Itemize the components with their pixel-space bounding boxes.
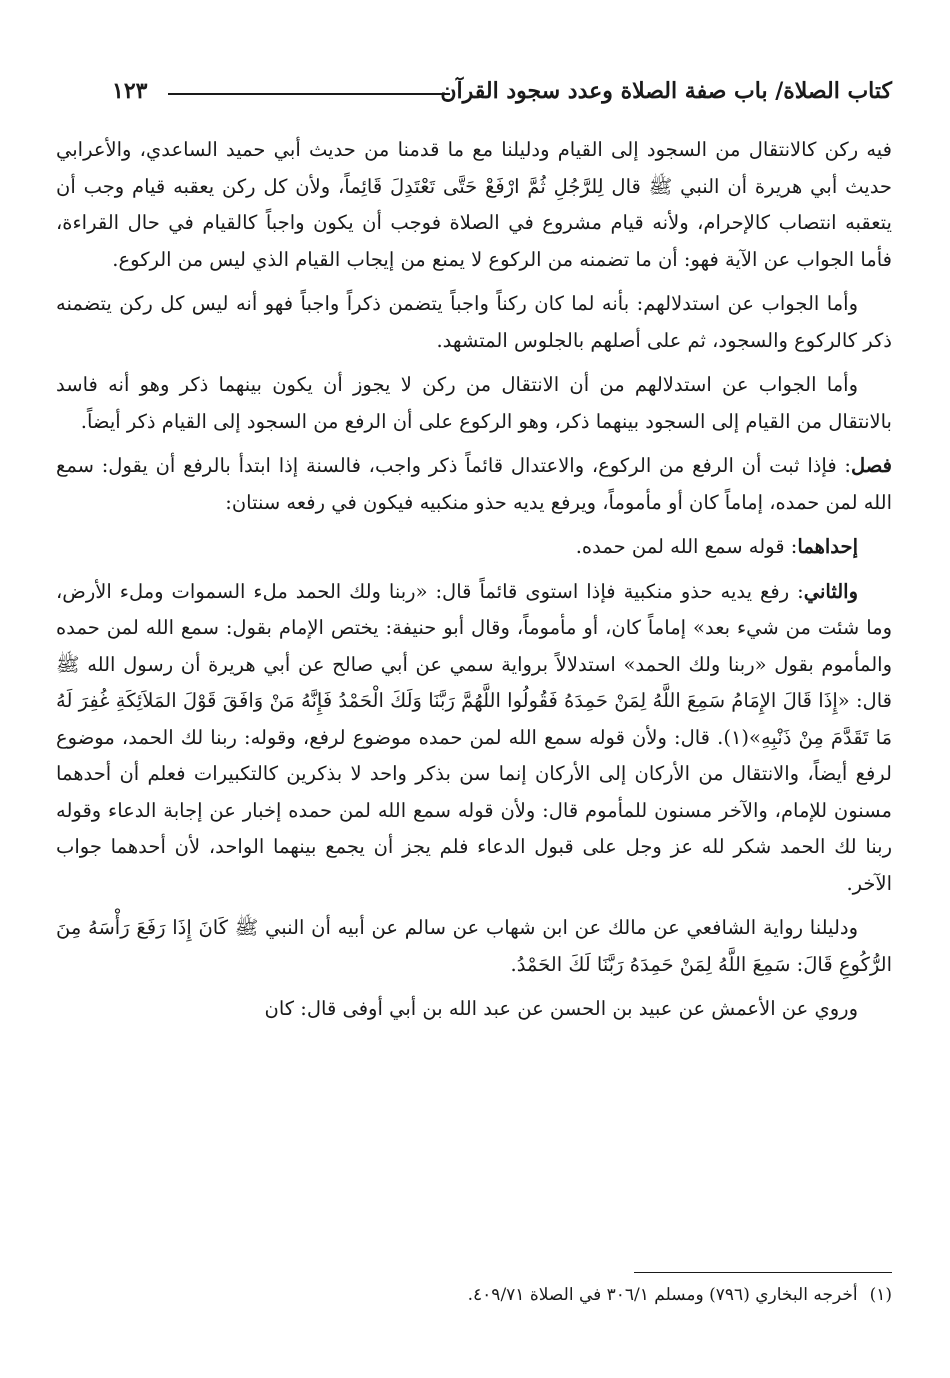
page-number: ١٢٣ — [112, 78, 148, 104]
paragraph-7-text: ودليلنا رواية الشافعي عن مالك عن ابن شهاب عن سالم عن أبيه أن النبي ﷺ كَانَ إِذَا رَفَعَ رَأْسَهُ مِنَ الرُّكُوعِ قَالَ: سَمِعَ اللَّهُ لِمَنْ حَمِدَهُ رَبَّنَا لَكَ الحَمْدُ. — [56, 916, 892, 976]
footnote-text: أخرجه البخاري (٧٩٦) ومسلم ٣٠٦/١ في الصلاة ٤٠٩/٧١. — [467, 1285, 858, 1305]
paragraph-2-text: وأما الجواب عن استدلالهم: بأنه لما كان ركناً واجباً يتضمن ذكراً واجباً فهو أنه ليس كل ركن يتضمنه ذكر كالركوع والسجود، ثم على أصلهم بالجلوس المتشهد. — [56, 292, 892, 352]
paragraph-4 — [56, 448, 892, 521]
main-text — [56, 132, 892, 1036]
header-rule — [168, 93, 450, 95]
paragraph-6 — [56, 574, 892, 903]
footnote — [56, 1280, 892, 1310]
paragraph-4-text: : فإذا ثبت أن الرفع من الركوع، والاعتدال قائماً ذكر واجب، فالسنة إذا ابتدأ بالرفع أن يقول: سمع الله لمن حمده، إماماً كان أو مأموماً، ويرفع يديه حذو منكبيه فيكون في رفعه سنتان: — [56, 454, 892, 514]
running-header — [112, 76, 892, 110]
lead-ihdahuma: إحداهما — [797, 535, 858, 558]
paragraph-3-text: وأما الجواب عن استدلالهم من أن الانتقال من ركن لا يجوز أن يكون بينهما ذكر وهو أنه فاسد بالانتقال من القيام إلى السجود بينهما ذكر، وهو الركوع على أن الرفع من السجود إلى القيام ذكر أيضاً. — [56, 373, 892, 433]
paragraph-5-text: : قوله سمع الله لمن حمده. — [575, 535, 798, 558]
paragraph-1 — [56, 132, 892, 278]
footnote-rule — [634, 1272, 892, 1273]
footnote-number: (١) — [869, 1285, 892, 1305]
header-title: كتاب الصلاة/ باب صفة الصلاة وعدد سجود القرآن — [440, 78, 892, 104]
paragraph-6-text: : رفع يديه حذو منكبية فإذا استوى قائماً قال: «ربنا ولك الحمد ملء السموات وملء الأرض، وما شئت من شيء بعد» إماماً كان، أو مأموماً، وقال أبو حنيفة: يختص الإمام بقول: سمع الله لمن حمده والمأموم بقول «ربنا ولك الحمد» استدلالاً برواية سمي عن أبي صالح عن أبي هريرة أن رسول الله ﷺ قال: «إِذَا قَالَ الإِمَامُ سَمِعَ اللَّهُ لِمَنْ حَمِدَهُ فَقُولُوا اللَّهُمَّ رَبَّنَا وَلَكَ الْحَمْدُ فَإِنَّهُ مَنْ وَافَقَ قَوْلَ المَلاَئِكَةِ غُفِرَ لَهُ مَا تَقَدَّمَ مِنْ ذَنْبِهِ»(١). قال: ولأن قوله سمع الله لمن حمده موضوع لرفع، وقوله: ربنا لك الحمد، موضوع لرفع أيضاً، والانتقال من الأركان إلى الأركان إنما سن بذكر واحد لا بذكرين كالتكبيرات فعلم أن أحدهما مسنون للإمام، والآخر مسنون للمأموم قال: ولأن قوله سمع الله لمن حمده إخبار عن إجابة الدعاء وقوله ربنا لك الحمد شكر لله عز وجل على قبول الدعاء فلم يجز أن يجمع بينهما الواحد، لأن أحدهما جواب الآخر. — [56, 579, 893, 895]
paragraph-3 — [56, 367, 892, 440]
paragraph-8 — [56, 991, 892, 1028]
paragraph-5 — [56, 529, 892, 566]
paragraph-2 — [56, 286, 892, 359]
paragraph-1-text: فيه ركن كالانتقال من السجود إلى القيام ودليلنا مع ما قدمنا من حديث أبي حميد الساعدي، والأعرابي حديث أبي هريرة أن النبي ﷺ قال لِلرَّجُلِ ثُمَّ ارْفَعْ حَتَّى تَعْتَدِلَ قَائِماً، ولأن كل ركن يعقبه قيام وجب أن يتعقبه انتصاب كالإحرام، ولأنه قيام مشروع في الصلاة فوجب أن يكون واجباً كالقيام في حال القراءة، فأما الجواب عن الآية فهو: أن ما تضمنه من الركوع لا يمنع من إيجاب القيام الذي ليس من الركوع. — [56, 138, 892, 271]
lead-althani: والثاني — [803, 579, 858, 603]
section-lead-fasl: فصل — [851, 454, 892, 477]
paragraph-8-text: وروي عن الأعمش عن عبيد بن الحسن عن عبد الله بن أبي أوفى قال: كان — [264, 997, 858, 1020]
paragraph-7 — [56, 910, 892, 983]
